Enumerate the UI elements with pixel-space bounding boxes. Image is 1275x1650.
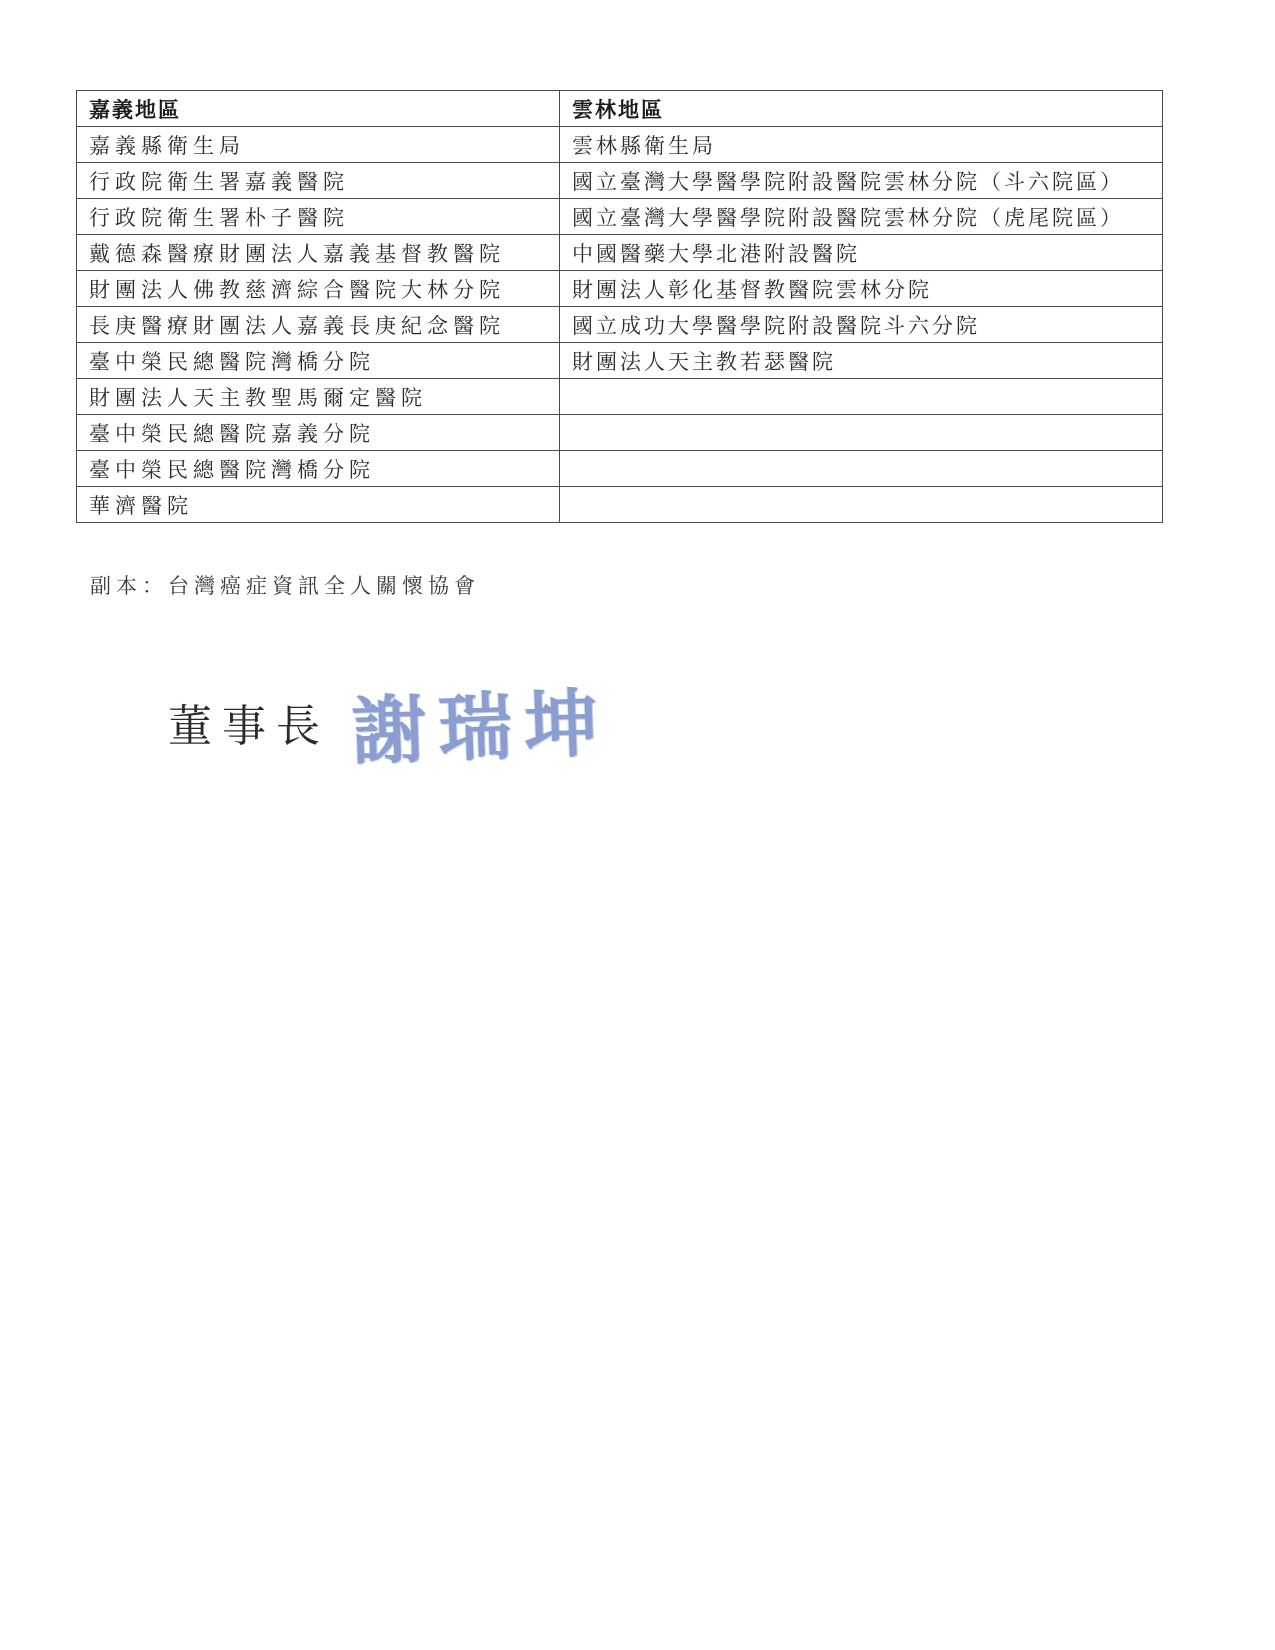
table-row: [77, 343, 1163, 379]
chiayi-cell: 臺中榮民總醫院嘉義分院: [77, 415, 560, 451]
yunlin-cell: 財團法人彰化基督教醫院雲林分院: [560, 271, 1163, 307]
header-chiayi-region: 嘉義地區: [77, 91, 560, 127]
cc-line: 副本：台灣癌症資訊全人關懷協會: [90, 574, 480, 598]
hospital-table: [76, 90, 1163, 523]
chiayi-cell: 長庚醫療財團法人嘉義長庚紀念醫院: [77, 307, 560, 343]
yunlin-cell: 國立臺灣大學醫學院附設醫院雲林分院（斗六院區）: [560, 163, 1163, 199]
chiayi-cell: 戴德森醫療財團法人嘉義基督教醫院: [77, 235, 560, 271]
table-row: [77, 235, 1163, 271]
yunlin-cell: [560, 379, 1163, 415]
table-row: [77, 487, 1163, 523]
chiayi-cell: 臺中榮民總醫院灣橋分院: [77, 451, 560, 487]
table-row: [77, 415, 1163, 451]
yunlin-cell: [560, 451, 1163, 487]
chiayi-cell: 行政院衛生署朴子醫院: [77, 199, 560, 235]
table-row: [77, 199, 1163, 235]
table-header-row: [77, 91, 1163, 127]
table-row: [77, 127, 1163, 163]
chiayi-cell: 華濟醫院: [77, 487, 560, 523]
chiayi-cell: 財團法人佛教慈濟綜合醫院大林分院: [77, 271, 560, 307]
name-seal-stamp: 謝瑞坤: [350, 680, 612, 776]
table-row: [77, 379, 1163, 415]
yunlin-cell: 中國醫藥大學北港附設醫院: [560, 235, 1163, 271]
table-row: [77, 271, 1163, 307]
yunlin-cell: 國立成功大學醫學院附設醫院斗六分院: [560, 307, 1163, 343]
chiayi-cell: 財團法人天主教聖馬爾定醫院: [77, 379, 560, 415]
chiayi-cell: 嘉義縣衛生局: [77, 127, 560, 163]
table-row: [77, 307, 1163, 343]
table-row: [77, 451, 1163, 487]
yunlin-cell: [560, 487, 1163, 523]
table-row: [77, 163, 1163, 199]
yunlin-cell: 雲林縣衛生局: [560, 127, 1163, 163]
yunlin-cell: [560, 415, 1163, 451]
chiayi-cell: 行政院衛生署嘉義醫院: [77, 163, 560, 199]
chairman-title: 董事長: [168, 701, 330, 752]
signature-block: [168, 672, 612, 776]
yunlin-cell: 財團法人天主教若瑟醫院: [560, 343, 1163, 379]
chiayi-cell: 臺中榮民總醫院灣橋分院: [77, 343, 560, 379]
header-yunlin-region: 雲林地區: [560, 91, 1163, 127]
yunlin-cell: 國立臺灣大學醫學院附設醫院雲林分院（虎尾院區）: [560, 199, 1163, 235]
